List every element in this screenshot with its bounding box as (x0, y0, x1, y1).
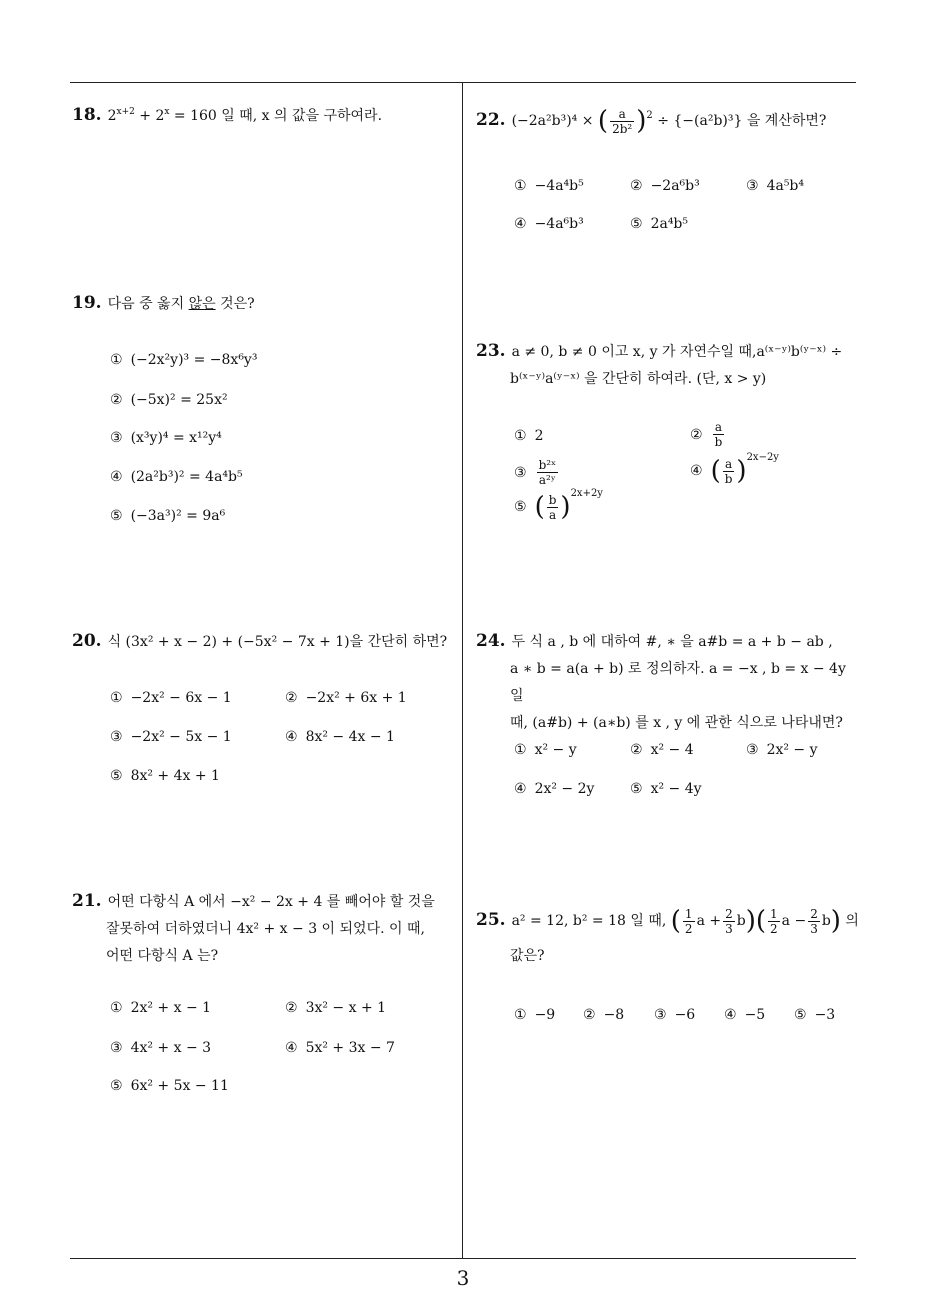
choice-21-5[interactable]: ⑤ 6x² + 5x − 11 (110, 1078, 229, 1094)
question-stem-line: 어떤 다항식 A 는? (106, 948, 219, 964)
column-divider (462, 83, 463, 1258)
choice-22-3[interactable]: ③ 4a⁵b⁴ (746, 178, 805, 194)
question-number: 21. (72, 891, 102, 911)
question-number: 19. (72, 293, 102, 313)
bottom-rule (70, 1258, 856, 1259)
question-stem: $2^{x+2} + 2^x = 160$ 일 때, x 의 값을 구하여라. (107, 107, 383, 124)
question-number: 24. (476, 631, 506, 651)
question-21 (72, 888, 457, 970)
choice-25-1[interactable]: ① −9 (514, 1007, 556, 1023)
choice-24-4[interactable]: ④ 2x² − 2y (514, 781, 595, 797)
question-number: 23. (476, 341, 506, 361)
choice-23-4[interactable]: ④ ( $\frac{a}{b}$ )$^{2x-2y}$ (690, 452, 779, 486)
choice-25-2[interactable]: ② −8 (583, 1007, 625, 1023)
choice-22-5[interactable]: ⑤ 2a⁴b⁵ (630, 216, 689, 232)
question-number: 22. (476, 110, 506, 130)
choice-24-2[interactable]: ② x² − 4 (630, 742, 694, 758)
question-number: 20. (72, 631, 102, 651)
choice-22-1[interactable]: ① −4a⁴b⁵ (514, 178, 584, 194)
question-stem-line: a ∗ b = a(a + b) 로 정의하자. a = −x , b = x − 4y 일 (510, 661, 846, 704)
choice-23-1[interactable]: ① 2 (514, 428, 544, 444)
choice-25-4[interactable]: ④ −5 (724, 1007, 766, 1023)
choice-25-5[interactable]: ⑤ −3 (794, 1007, 836, 1023)
choice-21-2[interactable]: ② 3x² − x + 1 (285, 1000, 387, 1016)
choice-21-3[interactable]: ③ 4x² + x − 3 (110, 1040, 212, 1056)
question-stem: (−2a²b³)⁴ × ( $\frac{a}{\text{2b²}}$ )$^2$ ÷ {−(a²b)³} 을 계산하면? (511, 106, 827, 136)
question-number: 18. (72, 105, 102, 125)
question-stem-line: b⁽ˣ⁻ʸ⁾a⁽ʸ⁻ˣ⁾ 을 간단히 하여라. (단, x > y) (510, 371, 767, 387)
choice-22-2[interactable]: ② −2a⁶b³ (630, 178, 700, 194)
choice-19-1[interactable]: ① (−2x²y)³ = −8x⁶y³ (110, 352, 258, 368)
question-stem: 식 (3x² + x − 2) + (−5x² − 7x + 1)을 간단히 하면? (107, 634, 448, 650)
choice-24-3[interactable]: ③ 2x² − y (746, 742, 818, 758)
choice-23-2[interactable]: ② $\frac{a}{b}$ (690, 420, 723, 449)
page-number: 3 (456, 1266, 470, 1290)
question-stem-line: 때, (a#b) + (a∗b) 를 x , y 에 관한 식으로 나타내면? (510, 715, 843, 731)
choice-19-2[interactable]: ② (−5x)² = 25x² (110, 392, 228, 408)
question-18 (72, 102, 457, 132)
question-24 (476, 628, 862, 737)
choice-19-5[interactable]: ⑤ (−3a³)² = 9a⁶ (110, 508, 226, 524)
question-stem-line: 두 식 a , b 에 대하여 #, ∗ 을 a#b = a + b − ab , (511, 634, 833, 650)
question-stem-line: a ≠ 0, b ≠ 0 이고 x, y 가 자연수일 때,a⁽ˣ⁻ʸ⁾b⁽ʸ⁻ˣ⁾ ÷ (511, 344, 843, 360)
question-stem-line: 어떤 다항식 A 에서 −x² − 2x + 4 를 빼어야 할 것을 (107, 894, 435, 910)
choice-19-4[interactable]: ④ (2a²b³)² = 4a⁴b⁵ (110, 469, 243, 485)
choice-23-5[interactable]: ⑤ ( $\frac{b}{a}$ )$^{2x+2y}$ (514, 488, 603, 522)
choice-19-3[interactable]: ③ (x³y)⁴ = x¹²y⁴ (110, 430, 222, 446)
question-number: 25. (476, 910, 506, 930)
choice-20-2[interactable]: ② −2x² + 6x + 1 (285, 690, 407, 706)
choice-20-5[interactable]: ⑤ 8x² + 4x + 1 (110, 768, 220, 784)
question-25 (476, 898, 862, 969)
choice-22-4[interactable]: ④ −4a⁶b³ (514, 216, 584, 232)
question-stem: 다음 중 옳지 않은 것은? (107, 296, 255, 312)
choice-21-4[interactable]: ④ 5x² + 3x − 7 (285, 1040, 395, 1056)
choice-24-5[interactable]: ⑤ x² − 4y (630, 781, 702, 797)
choice-24-1[interactable]: ① x² − y (514, 742, 577, 758)
choice-21-1[interactable]: ① 2x² + x − 1 (110, 1000, 212, 1016)
question-20 (72, 628, 457, 656)
question-19 (72, 290, 457, 318)
question-23 (476, 338, 862, 393)
question-22 (476, 100, 856, 141)
choice-20-1[interactable]: ① −2x² − 6x − 1 (110, 690, 232, 706)
choice-25-3[interactable]: ③ −6 (654, 1007, 696, 1023)
question-stem: a² = 12, b² = 18 일 때, ( $\frac{1}{2}$ a + $\frac{2}{3}$ b)( $\frac{1}{2}$ a − $\frac{2}{3}$ b) 의 (511, 906, 859, 936)
choice-20-3[interactable]: ③ −2x² − 5x − 1 (110, 729, 232, 745)
question-stem-line: 잘못하여 더하였더니 4x² + x − 3 이 되었다. 이 때, (106, 921, 425, 937)
question-stem-line: 값은? (510, 948, 545, 964)
choice-23-3[interactable]: ③ $\frac{\text{b²ˣ}}{\text{a²ʸ}}$ (514, 458, 557, 487)
top-rule (70, 82, 856, 83)
choice-20-4[interactable]: ④ 8x² − 4x − 1 (285, 729, 395, 745)
